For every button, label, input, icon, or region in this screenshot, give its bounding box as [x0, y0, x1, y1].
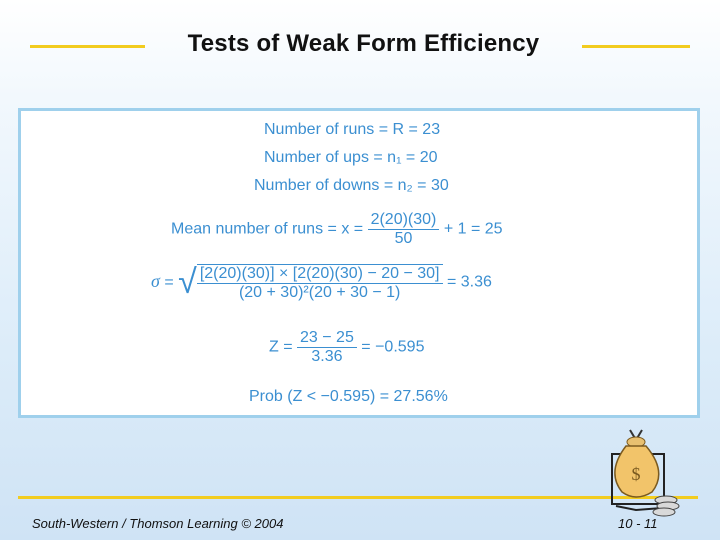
sigma-equation [151, 263, 492, 302]
footer-source: South-Western / Thomson Learning © 2004 [32, 516, 284, 531]
z-denominator: 3.36 [311, 348, 343, 365]
svg-text:$: $ [631, 464, 641, 484]
prob-equation: Prob (Z < −0.595) = 27.56% [249, 388, 448, 405]
page-number: 10 - 11 [618, 516, 658, 531]
slide-title: Tests of Weak Form Efficiency [187, 30, 540, 57]
title-rule-right [582, 45, 690, 48]
mean-numerator: 2(20)(30) [368, 211, 440, 230]
sigma-numerator: [2(20)(30)] × [2(20)(30) − 20 − 30] [197, 265, 443, 284]
downs-equation: Number of downs = n₂ = 30 [254, 177, 449, 194]
sigma-result: = 3.36 [446, 273, 492, 291]
money-bag-icon [596, 422, 688, 518]
mean-tail: + 1 = 25 [443, 220, 503, 238]
mean-label: Mean number of runs = x = [171, 220, 364, 238]
z-fraction [297, 329, 357, 366]
formula-panel [18, 108, 700, 418]
z-result: = −0.595 [361, 338, 425, 356]
sigma-icon: σ = [151, 270, 174, 291]
mean-equation [171, 211, 503, 248]
z-equation [269, 329, 424, 366]
sqrt-icon: √ [178, 263, 197, 301]
sigma-fraction [197, 264, 443, 302]
mean-denominator: 50 [394, 230, 413, 247]
z-numerator: 23 − 25 [297, 329, 357, 348]
z-label: Z = [269, 338, 293, 356]
title-rule-left [30, 45, 145, 48]
runs-equation: Number of runs = R = 23 [264, 121, 441, 138]
ups-equation: Number of ups = n₁ = 20 [264, 149, 438, 166]
sigma-denominator: (20 + 30)²(20 + 30 − 1) [238, 283, 401, 301]
mean-fraction [368, 211, 440, 248]
